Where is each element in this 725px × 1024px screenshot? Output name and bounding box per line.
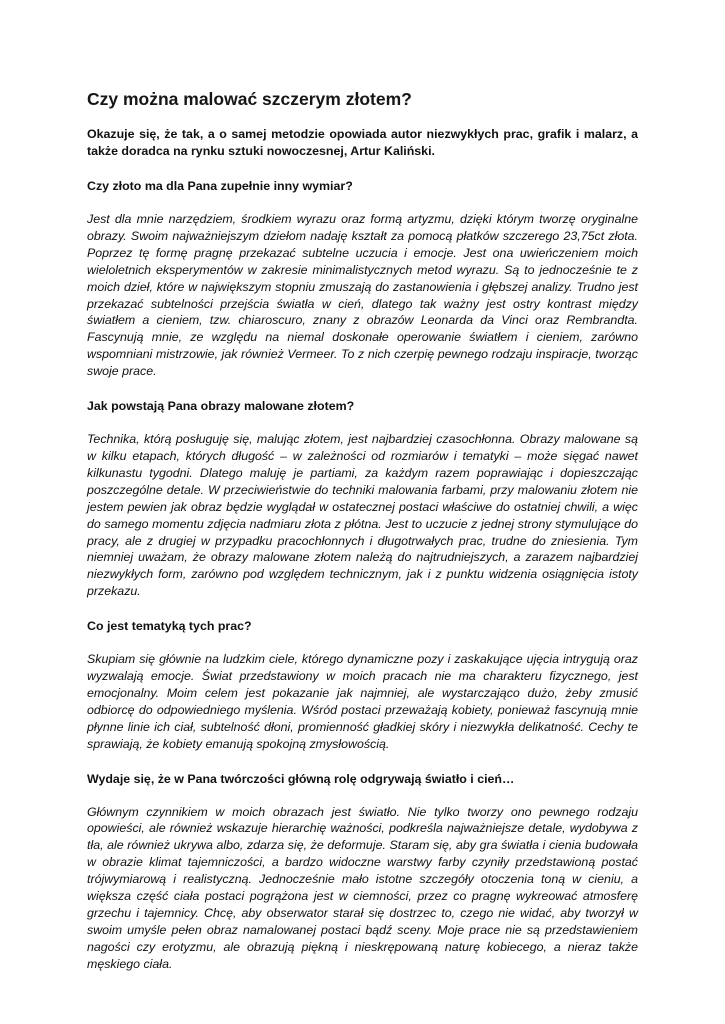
article-lead: Okazuje się, że tak, a o samej metodzie opowiada autor niezwykłych prac, grafik i malarz, a także doradca na rynku sztuki nowoczesnej, Artur Kaliński.: [87, 127, 638, 158]
answer-3: Skupiam się głównie na ludzkim ciele, którego dynamiczne pozy i zaskakujące ujęcia intrygują oraz wyzwalają emocje. Świat przedstawiony w moich pracach nie ma charakteru fizycznego, jest emocjonalny. Moim celem jest pokazanie jak najmniej, ale wystarczająco dużo, żeby zmusić odbiorcę do odpowiedniego myślenia. Wśród postaci przeważają kobiety, ponieważ fascynują mnie płynne linie ich ciał, subtelność dłoni, promienność gładkiej skóry i niezwykła delikatność. Cechy te sprawiają, że kobiety emanują spokojną zmysłowością.: [87, 652, 638, 751]
answer-4: Głównym czynnikiem w moich obrazach jest światło. Nie tylko tworzy ono pewnego rodzaju opowieści, ale również wskazuje hierarchię ważności, podkreśla najważniejsze detale, wydobywa z tła, ale również ukrywa albo, zdarza się, że deformuje. Staram się, aby gra światła i cienia budowała w obrazie klimat tajemniczości, a bardzo widoczne warstwy farby czyniły przedstawioną postać trójwymiarową i realistyczną. Jednocześnie mało istotne szczegóły otoczenia toną w cieniu, a większa część ciała postaci pogrążona jest w ciemności, przez co pragnę wykreować atmosferę grzechu i tajemnicy. Chcę, aby obserwator starał się dostrzec to, czego nie widać, aby tworzył w swoim umyśle pełen obraz namalowanej postaci bądź sceny. Moje prace nie są przedstawieniem nagości czy erotyzmu, ale obrazują piękną i nieskrępowaną naturę kobiecego, a nieraz także męskiego ciała.: [87, 804, 638, 971]
article-title: Czy można malować szczerym złotem?: [87, 89, 412, 109]
article: [87, 88, 638, 973]
question-2: Jak powstają Pana obrazy malowane złotem?: [87, 399, 355, 414]
question-3: Co jest tematyką tych prac?: [87, 619, 252, 634]
answer-2: Technika, którą posługuję się, malując złotem, jest najbardziej czasochłonna. Obrazy malowane są w kilku etapach, których długość – w zależności od rozmiarów i tematyki – może sięgać nawet kilkunastu tygodni. Dlatego maluję je partiami, za każdym razem poprawiając i dopieszczając poszczególne detale. W przeciwieństwie do techniki malowania farbami, przy malowaniu złotem nie jestem pewien jak obraz będzie wyglądał w ostatecznej postaci właściwe do ostatniej chwili, a więc do samego momentu zdjęcia nadmiaru złota z płótna. Jest to uczucie z jednej strony stymulujące do pracy, ale z drugiej w przypadku pracochłonnych i długotrwałych prac, trudne do zniesienia. Tym niemniej uważam, że obrazy malowane złotem należą do najtrudniejszych, a zarazem najbardziej niezwykłych form, zarówno pod względem technicznym, jak i z punktu widzenia osiągnięcia istoty przekazu.: [87, 432, 638, 599]
answer-1: Jest dla mnie narzędziem, środkiem wyrazu oraz formą artyzmu, dzięki którym tworzę oryginalne obrazy. Swoim najważniejszym dziełom nadaję kształt za pomocą płatków szczerego 23,75ct złota. Poprzez tę formę pragnę przekazać subtelne uczucia i emocje. Jest ona uwieńczeniem moich wieloletnich eksperymentów w zakresie minimalistycznych metod wyrazu. Są to jednocześnie te z moich dzieł, które w największym stopniu zmuszają do zastanowienia i głębszej analizy. Trudno jest przekazać subtelności przejścia światła w cień, dlatego tak ważny jest ostry kontrast między światłem a cieniem, tzw. chiaroscuro, znany z obrazów Leonarda da Vinci oraz Rembrandta. Fascynują mnie, ze względu na niemal doskonałe operowanie światłem i cieniem, zarówno wspomniani mistrzowie, jak również Vermeer. To z nich czerpię pewnego rodzaju inspiracje, tworząc swoje prace.: [87, 212, 638, 379]
question-1: Czy złoto ma dla Pana zupełnie inny wymiar?: [87, 179, 353, 193]
question-4: Wydaje się, że w Pana twórczości główną rolę odgrywają światło i cień…: [87, 771, 515, 786]
